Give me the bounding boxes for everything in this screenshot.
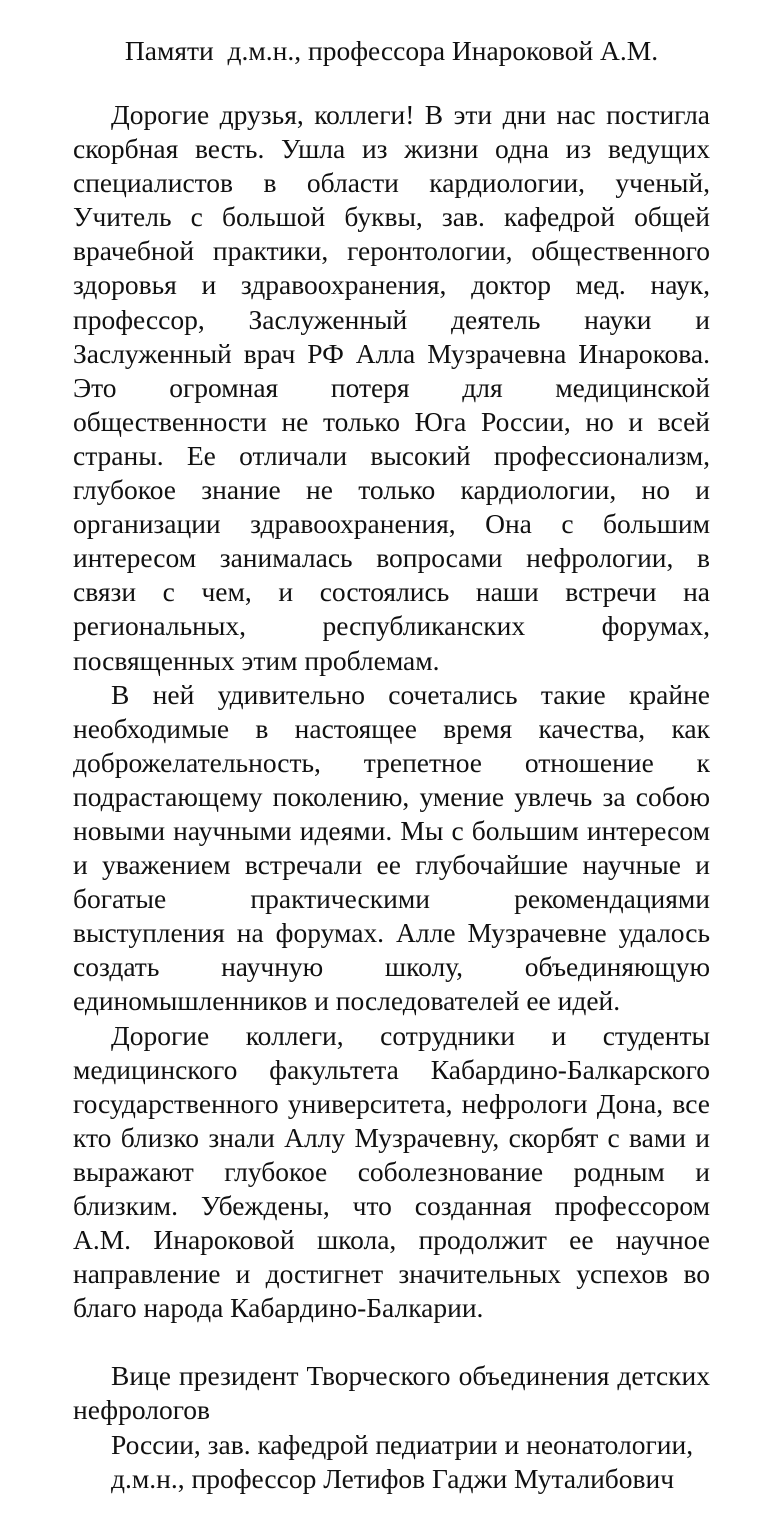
signature-block xyxy=(73,1359,710,1495)
paragraph-3: Дорогие коллеги, сотрудники и студенты медицинского факультета Кабардино-Балкарского государственного университета, нефрологи Дона, все кто близко знали Аллу Музрачевну, скорбят с вами и выражают глубокое соболезнование родным и близким. Убеждены, что созданная профессором А.М. Инароковой школа, продолжит ее научное направление и достигнет значительных успехов во благо народа Кабардино-Балкарии. xyxy=(73,1019,710,1324)
signature-line-3: д.м.н., профессор Летифов Гаджи Муталибович xyxy=(111,1462,675,1494)
paragraph-2: В ней удивительно сочетались такие крайне необходимые в настоящее время качества, как доброжелательность, трепетное отношение к подрастающему поколению, умение увлечь за собою новыми научными идеями. Мы с большим интересом и уважением встречали ее глубочайшие научные и богатые практическими рекомендациями выступления на форумах. Алле Музрачевне удалось создать научную школу, объединяющую единомышленников и последователей ее идей. xyxy=(73,678,710,1017)
page-title: Памяти д.м.н., профессора Инароковой А.М. xyxy=(124,35,659,66)
document-page xyxy=(73,34,710,1496)
signature-line-2: России, зав. кафедрой педиатрии и неонатологии, xyxy=(111,1428,694,1460)
signature-line-1: Вице президент Творческого объединения детских нефрологов xyxy=(73,1360,710,1426)
paragraph-1: Дорогие друзья, коллеги! В эти дни нас постигла скорбная весть. Ушла из жизни одна из ведущих специалистов в области кардиологии, ученый, Учитель с большой буквы, зав. кафедрой общей врачебной практики, геронтологии, общественного здоровья и здравоохранения, доктор мед. наук, профессор, Заслуженный деятель науки и Заслуженный врач РФ Алла Музрачевна Инарокова. Это огромная потеря для медицинской общественности не только Юга России, но и всей страны. Ее отличали высокий профессионализм, глубокое знание не только кардиологии, но и организации здравоохранения, Она с большим интересом занималась вопросами нефрологии, в связи с чем, и состоялись наши встречи на региональных, республиканских форумах, посвященных этим проблемам. xyxy=(73,99,710,676)
